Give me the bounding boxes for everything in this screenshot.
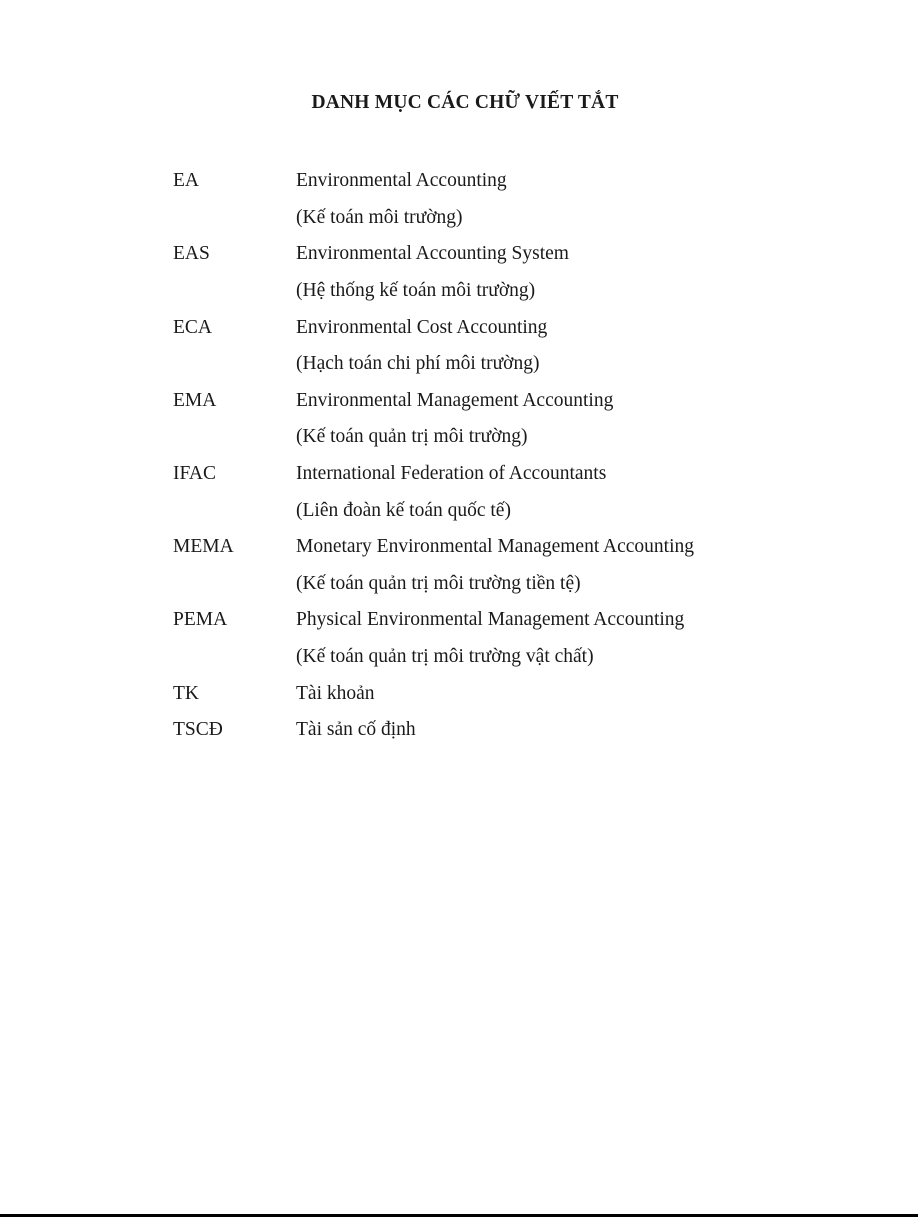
term: Tài sản cố định — [296, 719, 416, 741]
translation-line — [173, 346, 773, 383]
vietnamese-term: (Kế toán quản trị môi trường tiền tệ) — [296, 572, 581, 594]
abbreviation: MEMA — [173, 536, 234, 558]
translation-line — [173, 200, 773, 237]
vietnamese-term: (Kế toán quản trị môi trường) — [296, 426, 528, 448]
abbreviation: EAS — [173, 243, 210, 265]
abbreviation: ECA — [173, 316, 212, 338]
abbreviation: EMA — [173, 389, 217, 411]
abbreviation-entry-tk — [173, 675, 773, 712]
abbreviation: IFAC — [173, 463, 216, 485]
english-term: Monetary Environmental Management Accounting — [296, 536, 695, 558]
abbreviation: TSCĐ — [173, 719, 223, 741]
abbreviation-entry-ifac — [173, 456, 773, 493]
abbreviation: TK — [173, 682, 199, 704]
english-term: Physical Environmental Management Accounting — [296, 609, 685, 631]
translation-line — [173, 273, 773, 310]
english-term: Environmental Accounting — [296, 170, 507, 192]
vietnamese-term: (Kế toán môi trường) — [296, 206, 463, 228]
abbreviation-entry-tscd — [173, 712, 773, 749]
translation-line — [173, 566, 773, 603]
english-term: Environmental Accounting System — [296, 243, 569, 265]
abbreviation: PEMA — [173, 609, 228, 631]
abbreviation-list — [173, 163, 773, 749]
english-term: Environmental Cost Accounting — [296, 316, 548, 338]
abbreviation-entry-pema — [173, 602, 773, 639]
translation-line — [173, 492, 773, 529]
vietnamese-term: (Hạch toán chi phí môi trường) — [296, 353, 540, 375]
vietnamese-term: (Kế toán quản trị môi trường vật chất) — [296, 646, 594, 668]
abbreviation: EA — [173, 170, 199, 192]
translation-line — [173, 419, 773, 456]
abbreviation-entry-mema — [173, 529, 773, 566]
vietnamese-term: (Liên đoàn kế toán quốc tế) — [296, 499, 511, 521]
abbreviation-entry-ea — [173, 163, 773, 200]
abbreviation-entry-eas — [173, 236, 773, 273]
abbreviation-entry-eca — [173, 309, 773, 346]
english-term: International Federation of Accountants — [296, 463, 607, 485]
term: Tài khoản — [296, 682, 375, 704]
vietnamese-term: (Hệ thống kế toán môi trường) — [296, 280, 536, 302]
abbreviation-entry-ema — [173, 383, 773, 420]
english-term: Environmental Management Accounting — [296, 389, 614, 411]
page-title: DANH MỤC CÁC CHỮ VIẾT TẮT — [311, 92, 619, 113]
translation-line — [173, 639, 773, 676]
